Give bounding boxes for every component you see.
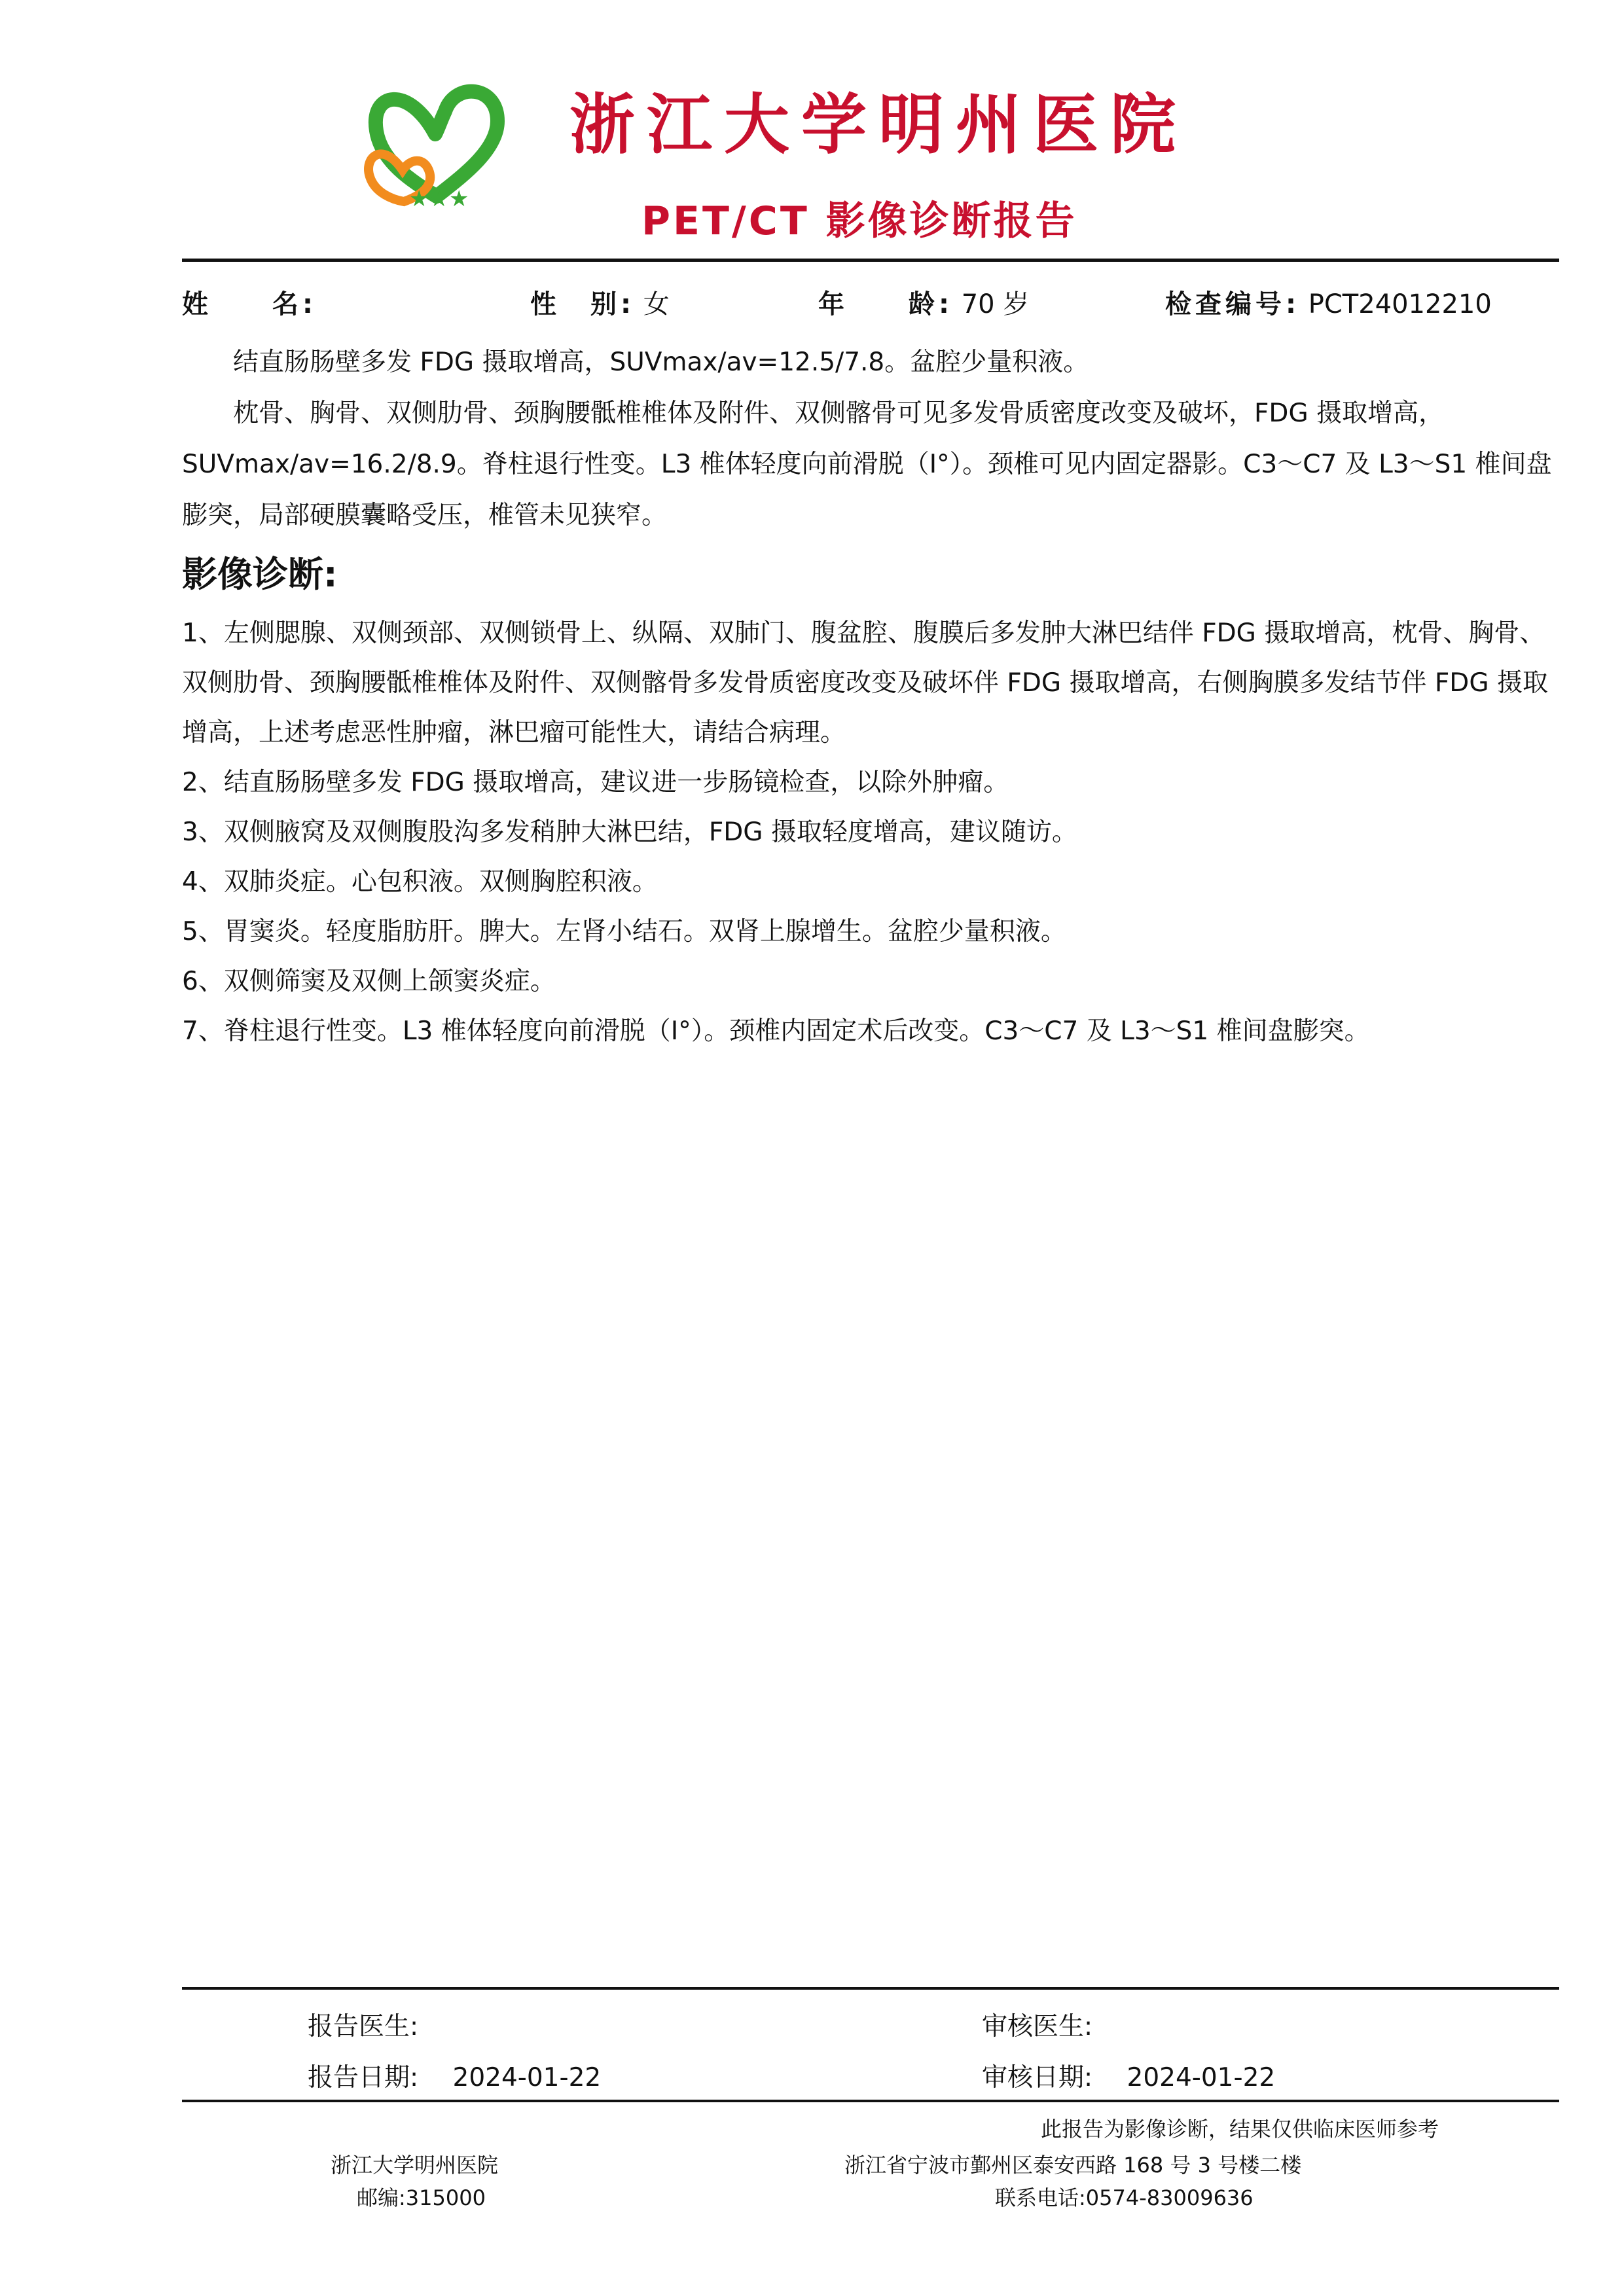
header-divider	[182, 259, 1559, 262]
patient-name-field	[182, 283, 317, 321]
patient-age-value: 70 岁	[961, 289, 1030, 319]
report-date-field	[308, 2057, 601, 2094]
signature-divider-bottom	[182, 2100, 1559, 2102]
patient-sex-field	[530, 283, 670, 321]
report-date-value: 2024-01-22	[452, 2063, 602, 2092]
findings-paragraph: 枕骨、胸骨、双侧肋骨、颈胸腰骶椎椎体及附件、双侧髂骨可见多发骨质密度改变及破坏，FDG 摄取增高，SUVmax/av=16.2/8.9。脊柱退行性变。L3 椎体轻度向前滑脱（Ⅰ°）。颈椎可见内固定器影。C3～C7 及 L3～S1 椎间盘膨突，局部硬膜囊略受压，椎管未见狭窄。	[182, 399, 1552, 530]
review-date-value: 2024-01-22	[1127, 2063, 1276, 2092]
diagnosis-list	[182, 609, 1559, 1056]
findings-paragraph: 结直肠肠壁多发 FDG 摄取增高，SUVmax/av=12.5/7.8。盆腔少量积液。	[182, 348, 1089, 377]
diagnosis-heading: 影像诊断:	[182, 554, 338, 595]
diagnosis-item: 3、双侧腋窝及双侧腹股沟多发稍肿大淋巴结，FDG 摄取轻度增高，建议随访。	[182, 817, 1077, 847]
report-title: PET/CT 影像诊断报告	[641, 198, 1077, 244]
diagnosis-item: 5、胃窦炎。轻度脂肪肝。脾大。左肾小结石。双肾上腺增生。盆腔少量积液。	[182, 917, 1066, 946]
diagnosis-item: 2、结直肠肠壁多发 FDG 摄取增高，建议进一步肠镜检查，以除外肿瘤。	[182, 768, 1009, 797]
diagnosis-item: 7、脊柱退行性变。L3 椎体轻度向前滑脱（Ⅰ°）。颈椎内固定术后改变。C3～C7 及 L3～S1 椎间盘膨突。	[182, 1016, 1370, 1046]
exam-number-label: 检查编号:	[1165, 289, 1300, 319]
review-doctor-label: 审核医生:	[982, 2012, 1093, 2041]
findings-section	[182, 337, 1559, 541]
signature-divider-top	[182, 1987, 1559, 1990]
report-date-label: 报告日期:	[308, 2063, 419, 2092]
logo-green-heart	[376, 92, 497, 196]
exam-number-value: PCT24012210	[1308, 289, 1492, 319]
footer-phone: 联系电话:0574-83009636	[995, 2185, 1254, 2210]
diagnosis-item: 4、双肺炎症。心包积液。双侧胸腔积液。	[182, 867, 658, 897]
footer-hospital-name: 浙江大学明州医院	[331, 2153, 499, 2178]
patient-age-field	[818, 283, 1029, 321]
logo-stars: ★★★	[409, 186, 469, 212]
hospital-name: 浙江大学明州医院	[569, 86, 1187, 163]
diagnosis-item: 1、左侧腮腺、双侧颈部、双侧锁骨上、纵隔、双肺门、腹盆腔、腹膜后多发肿大淋巴结伴 FDG 摄取增高，枕骨、胸骨、双侧肋骨、颈胸腰骶椎椎体及附件、双侧髂骨多发骨质密度改变及破坏伴 FDG 摄取增高，右侧胸膜多发结节伴 FDG 摄取增高，上述考虑恶性肿瘤，淋巴瘤可能性大，请结合病理。	[182, 619, 1548, 747]
exam-number-field	[1165, 283, 1492, 321]
review-date-label: 审核日期:	[982, 2063, 1093, 2092]
footer-address: 浙江省宁波市鄞州区泰安西路 168 号 3 号楼二楼	[844, 2153, 1302, 2178]
patient-sex-value: 女	[643, 289, 670, 319]
patient-age-label: 年 龄:	[818, 289, 953, 319]
patient-sex-label: 性 别:	[530, 289, 635, 319]
disclaimer: 此报告为影像诊断，结果仅供临床医师参考	[1041, 2117, 1439, 2142]
review-date-field	[982, 2057, 1275, 2094]
diagnosis-item: 6、双侧筛窦及双侧上颌窦炎症。	[182, 967, 556, 996]
patient-name-label: 姓 名:	[182, 289, 317, 319]
report-doctor-label: 报告医生:	[308, 2012, 419, 2041]
footer-postcode: 邮编:315000	[357, 2185, 486, 2210]
hospital-logo	[363, 72, 511, 213]
